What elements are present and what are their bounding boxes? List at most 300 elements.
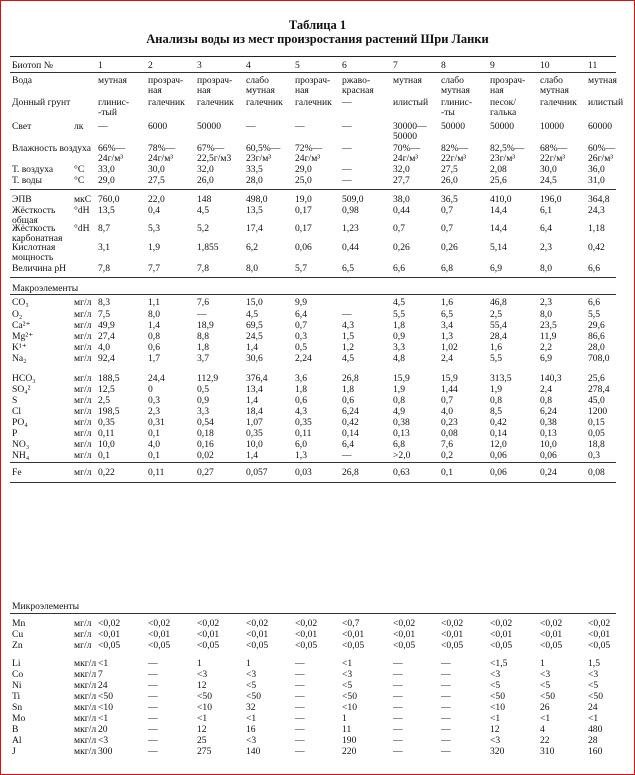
table-cell: <3 — [490, 735, 501, 746]
table-cell: прозрач- ная — [197, 75, 233, 96]
table-cell: <0,02 — [393, 618, 416, 629]
table-cell: 1,2 — [342, 342, 354, 353]
table-cell: 1,07 — [246, 417, 263, 428]
table-cell: 1,23 — [342, 223, 359, 234]
table-cell: 1,6 — [490, 342, 502, 353]
header-column-1: 1 — [98, 60, 103, 71]
table-cell: 12,0 — [490, 439, 507, 450]
table-cell: 4,0 — [148, 439, 160, 450]
table-cell: 148 — [197, 194, 212, 205]
row-unit: °С — [74, 164, 85, 175]
row-label: Sn — [12, 702, 23, 713]
table-cell: 3,1 — [98, 242, 110, 253]
row-label: NH₄ — [12, 450, 30, 461]
table-cell: 38,0 — [393, 194, 410, 205]
row-label: Mg²⁺ — [12, 331, 34, 342]
table-cell: — — [342, 175, 352, 186]
table-cell: 82,5%— 23г/м³ — [490, 143, 525, 164]
table-cell: — — [295, 746, 305, 757]
table-cell: <0,02 — [98, 618, 121, 629]
table-cell: 36,5 — [441, 194, 458, 205]
table-cell: 7,8 — [98, 263, 110, 274]
table-cell: 5,14 — [490, 242, 507, 253]
table-cell: <50 — [540, 691, 556, 702]
table-cell: 0,06 — [540, 450, 557, 461]
table-cell: <3 — [490, 669, 501, 680]
table-cell: 0,13 — [393, 428, 410, 439]
table-cell: 49,9 — [98, 320, 115, 331]
table-cell: 0,27 — [197, 467, 214, 478]
table-cell: 0,6 — [295, 395, 307, 406]
table-cell: 70%— 24г/м³ — [393, 143, 421, 164]
table-cell: 1,4 — [246, 450, 258, 461]
table-cell: 1 — [540, 658, 545, 669]
table-cell: <50 — [246, 691, 262, 702]
table-cell: 140 — [246, 746, 261, 757]
table-cell: 22 — [540, 735, 550, 746]
table-cell: 410,0 — [490, 194, 512, 205]
table-cell: 0,15 — [588, 417, 605, 428]
table-cell: галечник — [148, 97, 185, 108]
table-cell: <0,01 — [98, 629, 121, 640]
row-label: Cl — [12, 406, 22, 417]
table-cell: 15,9 — [441, 373, 458, 384]
row-unit: мг/л — [74, 467, 92, 478]
table-cell: 15,9 — [393, 373, 410, 384]
table-cell: 0,42 — [588, 242, 605, 253]
table-cell: 196,0 — [540, 194, 562, 205]
row-unit: мг/л — [74, 640, 92, 651]
table-cell: <0,05 — [342, 640, 365, 651]
table-cell: 1,9 — [148, 242, 160, 253]
table-cell: 27,7 — [393, 175, 410, 186]
table-cell: 60000 — [588, 121, 612, 132]
table-cell: — — [393, 658, 403, 669]
table-cell: 0,13 — [540, 428, 557, 439]
row-unit: лк — [74, 121, 84, 132]
table-cell: — — [148, 680, 158, 691]
table-cell: 2,4 — [540, 384, 552, 395]
table-cell: <1,5 — [490, 658, 508, 669]
table-cell: 112,9 — [197, 373, 219, 384]
row-unit: мг/л — [74, 450, 92, 461]
table-cell: 27,5 — [441, 164, 458, 175]
table-cell: 2,3 — [540, 297, 552, 308]
table-cell: 12 — [490, 724, 500, 735]
table-number: Таблица 1 — [288, 18, 347, 32]
table-cell: — — [295, 121, 305, 132]
table-cell: 6,9 — [490, 263, 502, 274]
table-cell: — — [148, 658, 158, 669]
row-unit: мг/л — [74, 309, 92, 320]
table-cell: 1,18 — [588, 223, 605, 234]
row-label: B — [12, 724, 19, 735]
table-cell: 9,9 — [295, 297, 307, 308]
row-label: Свет — [12, 121, 32, 132]
row-label: PO₄ — [12, 417, 28, 428]
table-cell: песок/ галька — [490, 97, 517, 118]
header-column-10: 10 — [540, 60, 550, 71]
table-cell: 0,9 — [393, 331, 405, 342]
table-cell: <5 — [490, 680, 501, 691]
table-cell: 5,7 — [295, 263, 307, 274]
table-cell: 0,54 — [197, 417, 214, 428]
table-cell: 0,6 — [342, 395, 354, 406]
table-cell: 26,0 — [197, 175, 214, 186]
table-cell: 0,44 — [393, 205, 410, 216]
row-label: Fe — [12, 467, 22, 478]
table-cell: 32 — [246, 702, 256, 713]
table-cell: 12 — [197, 680, 207, 691]
table-cell: 0,7 — [295, 320, 307, 331]
table-cell: <0,05 — [540, 640, 563, 651]
row-unit: мг/л — [74, 406, 92, 417]
table-cell: <0,05 — [588, 640, 611, 651]
table-cell: <0,05 — [246, 640, 269, 651]
table-cell: <0,02 — [197, 618, 220, 629]
row-unit: мкг/л — [74, 680, 97, 691]
table-cell: 1 — [246, 658, 251, 669]
table-cell: <5 — [588, 680, 599, 691]
table-cell: 19,0 — [295, 194, 312, 205]
table-cell: <5 — [342, 680, 353, 691]
header-column-6: 6 — [342, 60, 347, 71]
table-cell: — — [393, 680, 403, 691]
section-macroelements: Макроэлементы — [12, 283, 79, 294]
table-cell: <3 — [588, 669, 599, 680]
table-cell: 0,44 — [342, 242, 359, 253]
table-cell: 28,4 — [490, 331, 507, 342]
table-cell: <1 — [246, 713, 257, 724]
table-cell: 1,9 — [393, 384, 405, 395]
row-unit: мг/л — [74, 618, 92, 629]
table-cell: 8,5 — [490, 406, 502, 417]
table-cell: 28,0 — [246, 175, 263, 186]
table-cell: 0,98 — [342, 205, 359, 216]
table-cell: — — [342, 97, 352, 108]
table-cell: 5,5 — [588, 309, 600, 320]
table-cell: <0,01 — [540, 629, 563, 640]
row-unit: мг/л — [74, 297, 92, 308]
table-cell: 1 — [197, 658, 202, 669]
row-label: NO₃ — [12, 439, 30, 450]
table-cell: 4,8 — [393, 353, 405, 364]
table-cell: 6,4 — [342, 439, 354, 450]
table-cell: 12,5 — [98, 384, 115, 395]
row-unit: мг/л — [74, 439, 92, 450]
table-cell: <0,02 — [148, 618, 171, 629]
table-cell: 160 — [588, 746, 603, 757]
table-cell: — — [441, 669, 451, 680]
table-cell: 188,5 — [98, 373, 120, 384]
table-cell: 1,1 — [148, 297, 160, 308]
table-cell: — — [441, 735, 451, 746]
table-cell: 24,4 — [148, 373, 165, 384]
table-cell: 4,5 — [393, 297, 405, 308]
row-label: Влажность воздуха — [12, 143, 91, 154]
header-column-5: 5 — [295, 60, 300, 71]
table-cell: <0,05 — [295, 640, 318, 651]
table-cell: <0,05 — [441, 640, 464, 651]
table-cell: 0,08 — [588, 467, 605, 478]
table-cell: — — [295, 702, 305, 713]
table-cell: — — [197, 309, 207, 320]
row-label: Вода — [12, 75, 33, 86]
table-cell: 0,11 — [98, 428, 115, 439]
table-cell: 26,0 — [441, 175, 458, 186]
table-cell: 0,14 — [490, 428, 507, 439]
table-cell: 1,7 — [148, 353, 160, 364]
row-unit: мг/л — [74, 342, 92, 353]
table-cell: — — [441, 713, 451, 724]
table-cell: 32,0 — [393, 164, 410, 175]
table-cell: <10 — [490, 702, 506, 713]
table-cell: — — [393, 669, 403, 680]
table-cell: 0,8 — [540, 395, 552, 406]
table-title: Анализы воды из мест произростания растений Шри Ланки — [146, 32, 489, 46]
table-cell: 0,2 — [441, 450, 453, 461]
table-cell: <3 — [197, 669, 208, 680]
table-cell: — — [148, 724, 158, 735]
table-cell: 4,5 — [342, 353, 354, 364]
row-label: Cu — [12, 629, 24, 640]
table-cell: 29,6 — [588, 320, 605, 331]
table-cell: — — [393, 691, 403, 702]
table-cell: <0,01 — [197, 629, 220, 640]
table-cell: 320 — [490, 746, 505, 757]
table-cell: — — [295, 680, 305, 691]
table-cell: 0,14 — [342, 428, 359, 439]
table-cell: 0,7 — [441, 395, 453, 406]
table-cell: 0,26 — [393, 242, 410, 253]
table-cell: 0,42 — [342, 417, 359, 428]
row-label: Величина pH — [12, 263, 67, 274]
table-cell: 0,23 — [441, 417, 458, 428]
table-cell: — — [441, 658, 451, 669]
table-cell: 2,3 — [148, 406, 160, 417]
row-label: Li — [12, 658, 21, 669]
row-unit: мкг/л — [74, 658, 97, 669]
table-cell: 0,9 — [197, 395, 209, 406]
table-cell: <0,05 — [98, 640, 121, 651]
table-cell: 0,1 — [441, 467, 453, 478]
table-cell: 7,5 — [98, 309, 110, 320]
table-cell: 3,7 — [197, 353, 209, 364]
row-label: J — [12, 746, 16, 757]
table-cell: 22,0 — [148, 194, 165, 205]
table-cell: галечник — [197, 97, 234, 108]
table-cell: 1,8 — [197, 342, 209, 353]
table-cell: 5,5 — [490, 353, 502, 364]
table-cell: 82%— 22г/м³ — [441, 143, 469, 164]
table-cell: — — [148, 691, 158, 702]
table-cell: 2,08 — [490, 164, 507, 175]
row-unit: мкг/л — [74, 724, 97, 735]
row-label: Mn — [12, 618, 26, 629]
section-microelements: Микроэлементы — [12, 601, 80, 612]
header-column-7: 7 — [393, 60, 398, 71]
table-cell: <1 — [588, 713, 599, 724]
table-cell: — — [295, 735, 305, 746]
table-cell: <10 — [342, 702, 358, 713]
table-cell: 0,7 — [441, 205, 453, 216]
row-label: Co — [12, 669, 24, 680]
table-cell: прозрач- ная — [490, 75, 526, 96]
table-cell: 0,1 — [148, 428, 160, 439]
table-cell: 18,8 — [588, 439, 605, 450]
row-label: Ca²⁺ — [12, 320, 31, 331]
table-cell: <50 — [197, 691, 213, 702]
table-cell: 60%— 26г/м³ — [588, 143, 616, 164]
row-label: Кислотная мощность — [12, 242, 56, 263]
table-cell: 3,3 — [197, 406, 209, 417]
table-cell: 0,35 — [295, 417, 312, 428]
table-cell: 0,06 — [490, 450, 507, 461]
table-cell: 0,3 — [588, 450, 600, 461]
table-cell: — — [148, 746, 158, 757]
row-label: Донный грунт — [12, 97, 71, 108]
table-cell: — — [295, 691, 305, 702]
table-cell: 14,4 — [490, 205, 507, 216]
table-cell: — — [393, 724, 403, 735]
table-cell: — — [393, 713, 403, 724]
table-cell: 0,5 — [295, 342, 307, 353]
table-cell: 20 — [98, 724, 108, 735]
row-unit: °С — [74, 175, 85, 186]
table-cell: 0,42 — [490, 417, 507, 428]
table-cell: 7,7 — [148, 263, 160, 274]
header-column-2: 2 — [148, 60, 153, 71]
table-cell: 0,7 — [393, 223, 405, 234]
table-cell: 1,4 — [246, 342, 258, 353]
table-cell: 2,2 — [540, 342, 552, 353]
table-cell: >2,0 — [393, 450, 411, 461]
row-label: Zn — [12, 640, 23, 651]
table-cell: — — [441, 724, 451, 735]
table-cell: — — [148, 702, 158, 713]
table-cell: 24 — [588, 702, 598, 713]
table-cell: 6,6 — [393, 263, 405, 274]
table-cell: 275 — [197, 746, 212, 757]
table-cell: илистый — [588, 97, 624, 108]
table-cell: 86,6 — [588, 331, 605, 342]
table-cell: — — [342, 164, 352, 175]
table-cell: 1,4 — [246, 395, 258, 406]
table-cell: 0,06 — [490, 467, 507, 478]
table-cell: 12 — [197, 724, 207, 735]
table-cell: ржаво- красная — [342, 75, 374, 96]
table-cell: <0,02 — [295, 618, 318, 629]
row-label: CO₃ — [12, 297, 29, 308]
table-cell: 27,5 — [148, 175, 165, 186]
table-cell: 1,3 — [295, 450, 307, 461]
row-unit: мкг/л — [74, 669, 97, 680]
table-cell: 92,4 — [98, 353, 115, 364]
row-unit: мкг/л — [74, 746, 97, 757]
table-cell: 190 — [342, 735, 357, 746]
table-cell: — — [441, 680, 451, 691]
table-cell: 0,17 — [295, 223, 312, 234]
table-cell: 68%— 22г/м³ — [540, 143, 568, 164]
table-cell: 15,0 — [246, 297, 263, 308]
table-cell: — — [295, 724, 305, 735]
table-cell: 55,4 — [490, 320, 507, 331]
table-cell: 25,6 — [490, 175, 507, 186]
table-cell: <1 — [98, 658, 109, 669]
table-cell: 708,0 — [588, 353, 610, 364]
table-cell: 6,4 — [295, 309, 307, 320]
row-unit: мг/л — [74, 331, 92, 342]
table-cell: 6,24 — [342, 406, 359, 417]
table-cell: 0,4 — [148, 205, 160, 216]
table-cell: 0,06 — [295, 242, 312, 253]
table-cell: <1 — [98, 713, 109, 724]
header-column-8: 8 — [441, 60, 446, 71]
table-cell: <0,05 — [393, 640, 416, 651]
table-cell: 50000 — [490, 121, 514, 132]
table-cell: <10 — [98, 702, 114, 713]
table-cell: мутная — [588, 75, 617, 86]
table-cell: 29,0 — [98, 175, 115, 186]
table-cell: 4,0 — [441, 406, 453, 417]
table-cell: 25 — [197, 735, 207, 746]
header-column-11: 11 — [588, 60, 598, 71]
table-cell: 24,3 — [588, 205, 605, 216]
row-label: Al — [12, 735, 22, 746]
table-cell: 6,24 — [540, 406, 557, 417]
row-label: O₂ — [12, 309, 23, 320]
table-cell: галечник — [295, 97, 332, 108]
table-cell: <0,01 — [342, 629, 365, 640]
table-cell: 0 — [148, 384, 153, 395]
row-unit: мкг/л — [74, 735, 97, 746]
rule-fe-top — [10, 462, 616, 463]
table-cell: 30,0 — [540, 164, 557, 175]
table-cell: 28,0 — [588, 342, 605, 353]
table-cell: 0,02 — [197, 450, 214, 461]
table-cell: <0,02 — [588, 618, 611, 629]
row-label: HCO₃ — [12, 373, 36, 384]
row-label: Mo — [12, 713, 26, 724]
table-cell: 0,35 — [98, 417, 115, 428]
table-cell: 2,4 — [441, 353, 453, 364]
table-cell: мутная — [98, 75, 127, 86]
table-cell: 8,0 — [246, 263, 258, 274]
table-cell: 278,4 — [588, 384, 610, 395]
table-cell: 10000 — [540, 121, 564, 132]
table-cell: <0,01 — [246, 629, 269, 640]
table-cell: 18,4 — [246, 406, 263, 417]
table-cell: 198,5 — [98, 406, 120, 417]
table-cell: <50 — [490, 691, 506, 702]
table-cell: 3,3 — [393, 342, 405, 353]
rule-micro — [10, 613, 616, 614]
table-cell: <0,02 — [441, 618, 464, 629]
row-label: ЭПВ — [12, 194, 32, 205]
table-cell: 10,0 — [98, 439, 115, 450]
table-cell: 18,9 — [197, 320, 214, 331]
table-cell: 2,5 — [98, 395, 110, 406]
table-cell: — — [393, 702, 403, 713]
row-label: P — [12, 428, 18, 439]
table-cell: 1,5 — [342, 331, 354, 342]
table-cell: 0,6 — [148, 342, 160, 353]
table-cell: 0,05 — [588, 428, 605, 439]
row-unit: °dH — [74, 205, 90, 216]
table-cell: 69,5 — [246, 320, 263, 331]
table-cell: 78%— 24г/м³ — [148, 143, 176, 164]
row-unit: мг/л — [74, 320, 92, 331]
